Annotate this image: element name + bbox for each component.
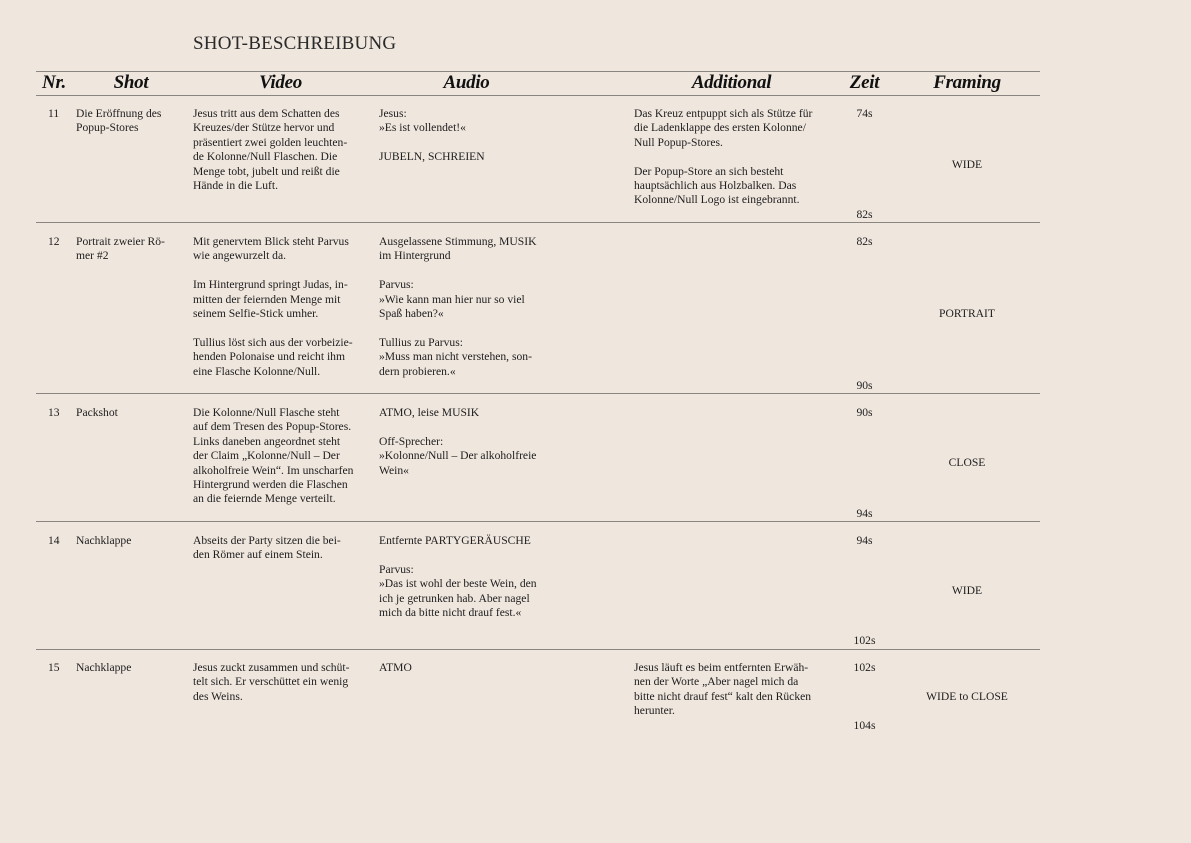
row-zeit-start: 74s xyxy=(856,107,873,120)
row-shot: Nachklappe xyxy=(76,534,132,547)
row-zeit-end: 90s xyxy=(856,379,873,392)
row-shot: Packshot xyxy=(76,406,118,419)
row-divider xyxy=(36,649,1040,650)
row-framing: WIDE xyxy=(951,158,983,171)
row-video: Abseits der Party sitzen die bei- den Römer auf einem Stein. xyxy=(193,534,341,562)
row-additional: Das Kreuz entpuppt sich als Stütze für die Ladenklappe des ersten Kolonne/ Null Popup-Stores. Der Popup-Store an sich besteht hauptsächlich aus Holzbalken. Das Kolonne/Null Logo ist eingebrannt. xyxy=(634,107,813,207)
row-nr: 12 xyxy=(48,235,60,248)
row-zeit-start: 82s xyxy=(856,235,873,248)
row-audio: Entfernte PARTYGERÄUSCHE Parvus: »Das ist wohl der beste Wein, den ich je getrunken hab. Aber nagel mich da bitte nicht drauf fest.« xyxy=(379,534,537,620)
page-title: SHOT-BESCHREIBUNG xyxy=(193,33,397,54)
row-divider xyxy=(36,222,1040,223)
row-audio: Jesus: »Es ist vollendet!« JUBELN, SCHREIEN xyxy=(379,107,485,164)
row-audio: Ausgelassene Stimmung, MUSIK im Hintergrund Parvus: »Wie kann man hier nur so viel Spaß haben?« Tullius zu Parvus: »Muss man nicht verstehen, son- dern probieren.« xyxy=(379,235,537,378)
row-nr: 11 xyxy=(48,107,60,120)
row-video: Jesus zuckt zusammen und schüt- telt sich. Er verschüttet ein wenig des Weins. xyxy=(193,661,350,703)
row-zeit-end: 104s xyxy=(853,719,876,732)
row-shot: Nachklappe xyxy=(76,661,132,674)
header-audio: Audio xyxy=(443,72,490,93)
row-framing: CLOSE xyxy=(948,456,986,469)
row-zeit-end: 82s xyxy=(856,208,873,221)
row-framing: PORTRAIT xyxy=(939,307,995,320)
row-zeit-end: 94s xyxy=(856,507,873,520)
row-nr: 15 xyxy=(48,661,60,674)
row-video: Die Kolonne/Null Flasche steht auf dem Tresen des Popup-Stores. Links daneben angeordnet steht der Claim „Kolonne/Null – Der alkoholfreie Wein“. Im unscharfen Hintergrund werden die Flaschen an die feiernde Menge verteilt. xyxy=(193,406,354,506)
header-bottom-rule xyxy=(36,95,1040,96)
row-zeit-start: 102s xyxy=(853,661,876,674)
row-additional: Jesus läuft es beim entfernten Erwäh- nen der Worte „Aber nagel mich da bitte nicht drauf fest“ kalt den Rücken herunter. xyxy=(634,661,812,718)
row-divider xyxy=(36,393,1040,394)
row-audio: ATMO, leise MUSIK Off-Sprecher: »Kolonne/Null – Der alkoholfreie Wein« xyxy=(379,406,537,477)
header-zeit: Zeit xyxy=(849,72,880,93)
row-video: Jesus tritt aus dem Schatten des Kreuzes/der Stütze hervor und präsentiert zwei golden leuchten- de Kolonne/Null Flaschen. Die Menge tobt, jubelt und reißt die Hände in die Luft. xyxy=(193,107,348,193)
row-shot: Portrait zweier Rö- mer #2 xyxy=(76,235,165,263)
row-nr: 14 xyxy=(48,534,60,547)
header-framing: Framing xyxy=(933,72,1001,93)
header-nr: Nr. xyxy=(42,72,66,93)
row-framing: WIDE to CLOSE xyxy=(926,690,1008,703)
row-framing: WIDE xyxy=(951,584,983,597)
row-shot: Die Eröffnung des Popup-Stores xyxy=(76,107,162,135)
row-zeit-start: 90s xyxy=(856,406,873,419)
row-zeit-end: 102s xyxy=(853,634,876,647)
header-shot: Shot xyxy=(113,72,149,93)
row-divider xyxy=(36,521,1040,522)
header-top-rule xyxy=(36,71,1040,72)
row-zeit-start: 94s xyxy=(856,534,873,547)
header-additional: Additional xyxy=(691,72,772,93)
row-audio: ATMO xyxy=(379,661,412,674)
row-nr: 13 xyxy=(48,406,60,419)
row-video: Mit genervtem Blick steht Parvus wie angewurzelt da. Im Hintergrund springt Judas, in- mitten der feiernden Menge mit seinem Selfie-Stick umher. Tullius löst sich aus der vorbeizie- henden Polonaise und reicht ihm eine Flasche Kolonne/Null. xyxy=(193,235,353,378)
header-video: Video xyxy=(259,72,302,93)
